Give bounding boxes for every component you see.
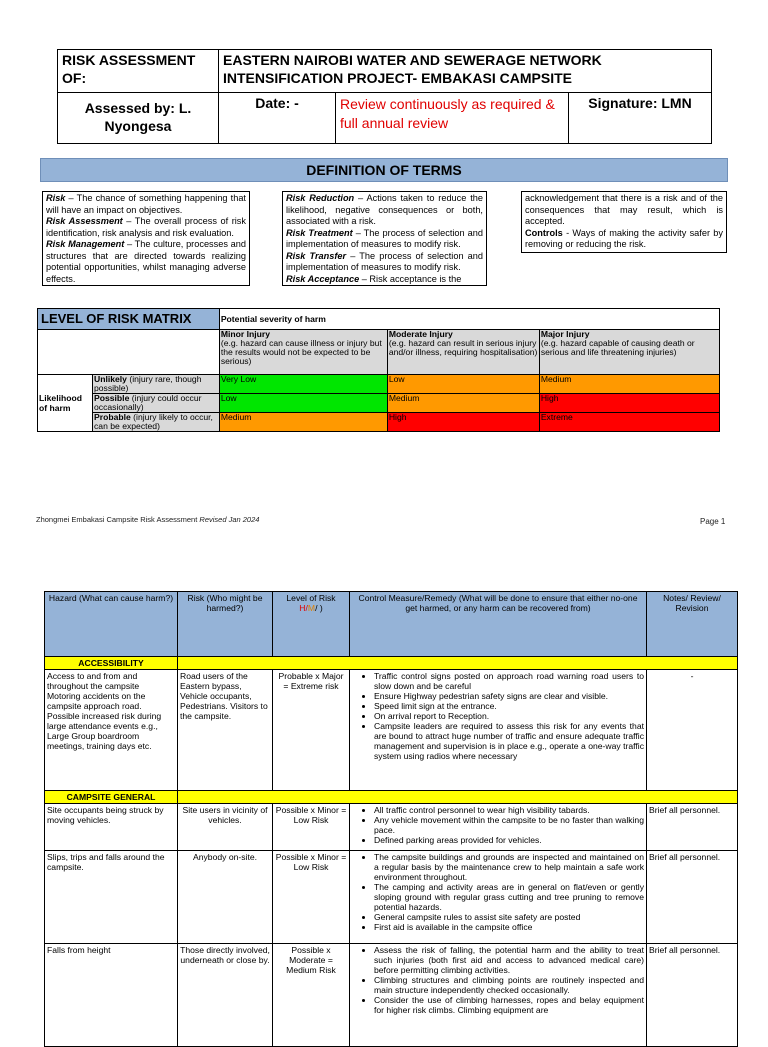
control-item: • Ensure Highway pedestrian safety signs are clear and visible. (374, 691, 644, 701)
control-item: • Climbing structures and climbing points are routinely inspected and main structure independently checked occasionally. (374, 975, 644, 995)
likelihood-label: Likelihood of harm (38, 375, 93, 432)
cell-probable-minor: Medium (219, 413, 387, 432)
table-row (45, 804, 738, 851)
cell-unlikely-minor: Very Low (219, 375, 387, 394)
risk-matrix (37, 308, 720, 432)
row-risk: Site users in vicinity of vehicles. (178, 804, 273, 851)
risk-assessment-table (44, 591, 738, 1047)
likelihood-unlikely: Unlikely (injury rare, though possible) (93, 375, 220, 394)
col-header-control: Control Measure/Remedy (What will be done to ensure that either no-one get harmed, or any harm can be recovered from) (350, 592, 647, 657)
control-item: • General campsite rules to assist site safety are posted (374, 912, 644, 922)
review-cell (336, 93, 569, 144)
def-risk-acceptance: Risk Acceptance – Risk acceptance is the (286, 273, 462, 284)
row-controls (350, 670, 647, 791)
def-risk-acceptance-cont: acknowledgement that there is a risk and of the consequences that may result, which is accepted. (525, 193, 723, 226)
likelihood-probable: Probable (injury likely to occur, can be expected) (93, 413, 220, 432)
project-title: EASTERN NAIROBI WATER AND SEWERAGE NETWORK INTENSIFICATION PROJECT- EMBAKASI CAMPSITE (223, 52, 602, 86)
row-notes: Brief all personnel. (647, 804, 738, 851)
row-notes: - (647, 670, 738, 791)
col-header-hazard: Hazard (What can cause harm?) (45, 592, 178, 657)
control-item: • First aid is available in the campsite office (374, 922, 644, 932)
row-hazard: Falls from height (45, 944, 178, 1047)
row-hazard: Slips, trips and falls around the campsite. (45, 851, 178, 944)
col-header-risk: Risk (Who might be harmed?) (178, 592, 273, 657)
section-accessibility-fill (178, 657, 738, 670)
row-level: Probable x Major = Extreme risk (273, 670, 350, 791)
control-item: • All traffic control personnel to wear high visibility tabards. (374, 805, 644, 815)
cell-possible-minor: Low (219, 394, 387, 413)
control-item: • Campsite leaders are required to assess this risk for any events that are bound to attract huge number of traffic and ensure adequate traffic management and supervision is in place e.g., operate a one-way traffic system using radios where necessary (374, 721, 644, 761)
control-item: • On arrival report to Reception. (374, 711, 644, 721)
control-item: • Any vehicle movement within the campsite to be no faster than walking pace. (374, 815, 644, 835)
cell-probable-major: Extreme (539, 413, 719, 432)
control-item: • Consider the use of climbing harnesses, ropes and belay equipment for higher risk climbs. Climbing equipment are (374, 995, 644, 1015)
severity-label: Potential severity of harm (219, 309, 719, 330)
assessed-by: Assessed by: L. Nyongesa (84, 100, 192, 134)
major-injury-header: Major Injury (e.g. hazard capable of causing death or serious and life threatening injuries) (539, 330, 719, 375)
page-footer: Zhongmei Embakasi Campsite Risk Assessment Revised Jan 2024 (36, 515, 260, 524)
date-cell (219, 93, 336, 144)
col-header-notes: Notes/ Review/ Revision (647, 592, 738, 657)
def-risk-assessment: Risk Assessment – The overall process of risk identification, risk analysis and risk evaluation. (46, 216, 246, 238)
control-item: • Traffic control signs posted on approach road warning road users to slow down and be careful (374, 671, 644, 691)
row-risk: Those directly involved, underneath or close by. (178, 944, 273, 1047)
definitions-col-3 (521, 191, 727, 253)
signature: Signature: LMN (588, 95, 692, 111)
row-hazard: Site occupants being struck by moving vehicles. (45, 804, 178, 851)
control-item: • The camping and activity areas are in general on flat/even or gently sloping ground with regular grass cutting and tree pruning to remove potential hazards. (374, 882, 644, 912)
row-controls (350, 944, 647, 1047)
cell-unlikely-major: Medium (539, 375, 719, 394)
table-row (45, 851, 738, 944)
row-hazard: Access to and from and throughout the campsite Motoring accidents on the campsite approach road. Possible increased risk during large attendance events e.g., Large Group boardroom meetings, training days etc. (45, 670, 178, 791)
cell-unlikely-moderate: Low (387, 375, 539, 394)
table-row (45, 670, 738, 791)
cell-possible-major: High (539, 394, 719, 413)
row-controls (350, 804, 647, 851)
assessment-of-label (58, 50, 219, 93)
section-campsite-general: CAMPSITE GENERAL (45, 791, 178, 804)
likelihood-possible: Possible (injury could occur occasionally) (93, 394, 220, 413)
moderate-injury-header: Moderate Injury (e.g. hazard can result in serious injury and/or illness, requiring hospitalisation) (387, 330, 539, 375)
date: Date: - (255, 95, 299, 111)
col-header-level: Level of Risk H/M/ ) (273, 592, 350, 657)
definition-of-terms-title: DEFINITION OF TERMS (40, 158, 728, 182)
section-campsite-general-fill (178, 791, 738, 804)
project-title-cell (219, 50, 712, 93)
signature-cell (569, 93, 712, 144)
matrix-corner (38, 330, 220, 375)
row-notes: Brief all personnel. (647, 851, 738, 944)
table-row (45, 944, 738, 1047)
minor-injury-header: Minor Injury (e.g. hazard can cause illness or injury but the results would not be expected to be serious) (219, 330, 387, 375)
control-item: • Defined parking areas provided for vehicles. (374, 835, 644, 845)
header-table (57, 49, 712, 144)
control-item: • Speed limit sign at the entrance. (374, 701, 644, 711)
section-accessibility: ACCESSIBILITY (45, 657, 178, 670)
def-risk-transfer: Risk Transfer – The process of selection and implementation of measures to modify risk. (286, 250, 483, 272)
def-risk: Risk – The chance of something happening that will have an impact on objectives. (46, 193, 246, 215)
row-notes: Brief all personnel. (647, 944, 738, 1047)
control-item: • The campsite buildings and grounds are inspected and maintained on a regular basis by the maintenance crew to help maintain a safe work environment throughout. (374, 852, 644, 882)
row-level: Possible x Moderate = Medium Risk (273, 944, 350, 1047)
cell-possible-moderate: Medium (387, 394, 539, 413)
row-controls (350, 851, 647, 944)
def-risk-reduction: Risk Reduction – Actions taken to reduce the likelihood, negative consequences or both, associated with a risk. (286, 193, 483, 226)
definitions-col-1 (42, 191, 250, 286)
row-level: Possible x Minor = Low Risk (273, 851, 350, 944)
row-risk: Road users of the Eastern bypass, Vehicle occupants, Pedestrians. Visitors to the campsite. (178, 670, 273, 791)
control-item: • Assess the risk of falling, the potential harm and the ability to treat such injuries (both first aid and access to advanced medical care) before permitting climbing activities. (374, 945, 644, 975)
assessment-of-text: RISK ASSESSMENT OF: (62, 52, 196, 86)
cell-probable-moderate: High (387, 413, 539, 432)
def-risk-treatment: Risk Treatment – The process of selection and implementation of measures to modify risk. (286, 227, 483, 249)
row-risk: Anybody on-site. (178, 851, 273, 944)
risk-matrix-title: LEVEL OF RISK MATRIX (38, 309, 220, 330)
def-risk-management: Risk Management – The culture, processes and structures that are directed towards realizing potential opportunities, whilst managing adverse effects. (46, 239, 246, 284)
review-note: Review continuously as required & full annual review (340, 96, 555, 131)
def-controls: Controls - Ways of making the activity safer by removing or reducing the risk. (525, 227, 723, 249)
assessed-by-cell (58, 93, 219, 144)
page-number: Page 1 (700, 517, 726, 526)
row-level: Possible x Minor = Low Risk (273, 804, 350, 851)
definitions-col-2 (282, 191, 487, 286)
